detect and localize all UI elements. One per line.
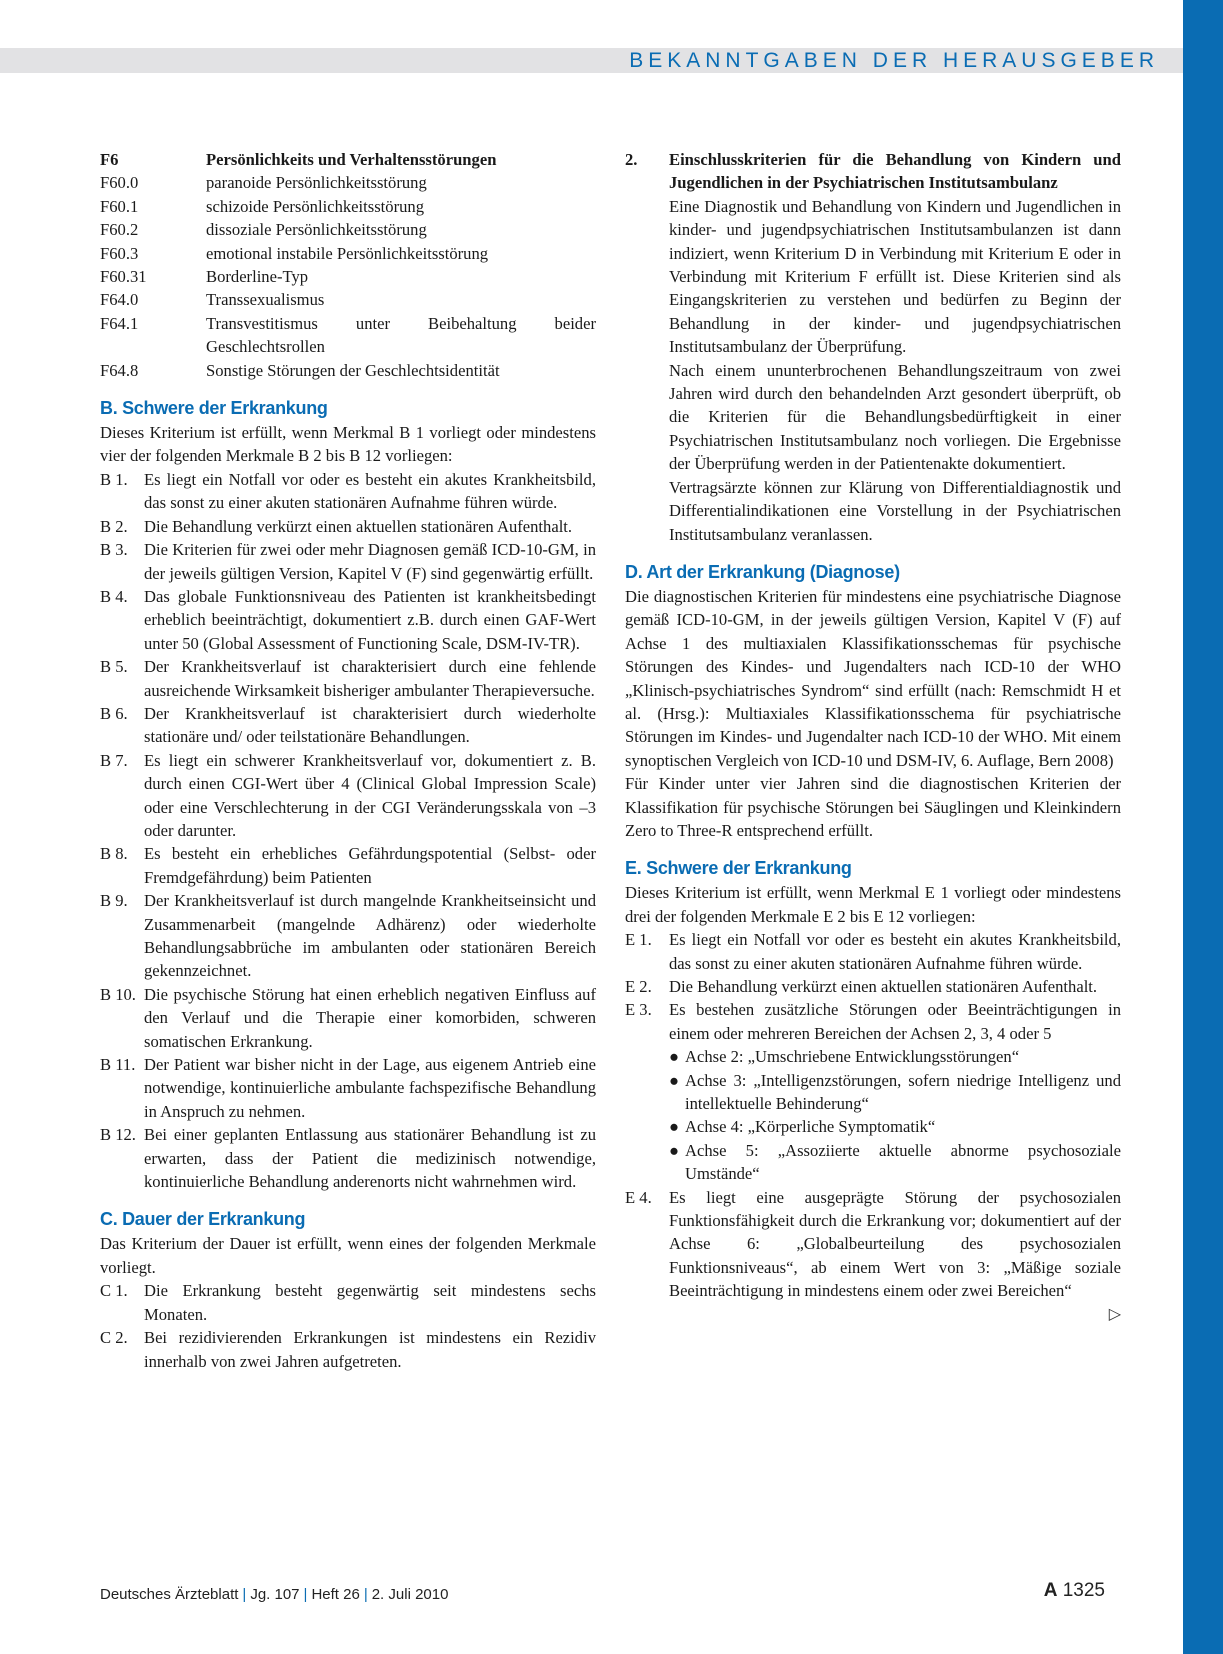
item-label: E 1.: [625, 930, 652, 950]
bullet-item: [669, 1115, 1121, 1138]
list-item: [100, 1326, 596, 1373]
icd-code-label: Transsexualismus: [206, 290, 325, 310]
icd-code-label: Persönlichkeits und Verhaltensstörungen: [206, 150, 497, 169]
section-2-number: 2.: [625, 150, 638, 169]
bullet-item: [669, 1045, 1121, 1068]
bullet-dot-icon: ●: [669, 1070, 680, 1090]
item-label: B 9.: [100, 891, 128, 911]
journal-volume: Jg. 107: [250, 1586, 300, 1603]
page-number: [1044, 1580, 1105, 1602]
bullet-text: Achse 5: „Assoziierte aktuelle abnorme psychosoziale Umstände“: [685, 1140, 1121, 1184]
section-2: [625, 148, 1121, 546]
section-c-intro: Das Kriterium der Dauer ist erfüllt, wenn eines der folgenden Merkmale vorliegt.: [100, 1234, 596, 1277]
footer-separator: |: [242, 1586, 247, 1603]
journal-issue: Heft 26: [311, 1586, 360, 1603]
section-2-title: Einschlusskriterien für die Behandlung von Kindern und Jugendlichen in der Psychiatrischen Institutsambulanz: [669, 150, 1121, 193]
bullet-dot-icon: ●: [669, 1047, 680, 1067]
list-item: [625, 975, 1121, 998]
item-text: Es besteht ein erhebliches Gefährdungspotential (Selbst- oder Fremdgefährdung) beim Patienten: [144, 844, 596, 887]
section-d-paragraph: Die diagnostischen Kriterien für mindestens eine psychiatrische Diagnose gemäß ICD-10-GM, in der jeweils gültigen Version, Kapitel V (F) auf Achse 1 des multiaxialen Klassifikationsschemas für psychische Störungen des Kindes- und Jugendalters nach ICD-10 der WHO „Klinisch-psychiatrisches Syndrom“ sind erfüllt (nach: Remschmidt H et al. (Hrsg.): Multiaxiales Klassifikationsschema für psychiatrische Störungen im Kindes- und Jugendalter nach ICD-10 der WHO. Mit einem synoptischen Vergleich von ICD-10 und DSM-IV, 6. Auflage, Bern 2008): [625, 586, 1121, 770]
list-item: [625, 1186, 1121, 1303]
icd-code-label: schizoide Persönlichkeitsstörung: [206, 196, 424, 216]
journal-name: Deutsches Ärzteblatt: [100, 1586, 239, 1603]
icd-code-label: dissoziale Persönlichkeitsstörung: [206, 220, 427, 240]
item-text: Der Krankheitsverlauf ist charakterisiert durch wiederholte stationäre und/ oder teilstationäre Behandlungen.: [144, 703, 596, 747]
journal-date: 2. Juli 2010: [371, 1586, 449, 1603]
item-text: Es bestehen zusätzliche Störungen oder Beeinträchtigungen in einem oder mehreren Bereichen der Achsen 2, 3, 4 oder 5: [669, 1000, 1121, 1043]
section-b-intro: Dieses Kriterium ist erfüllt, wenn Merkmal B 1 vorliegt oder mindestens vier der folgenden Merkmale B 2 bis B 12 vorliegen:: [100, 423, 596, 466]
section-c-list: [100, 1279, 596, 1373]
icd-code-row: [100, 242, 596, 265]
item-text: Das globale Funktionsniveau des Patienten ist krankheitsbedingt erheblich beeinträchtigt, dokumentiert z.B. durch einen GAF-Wert unter 50 (Global Assessment of Functioning Scale, DSM-IV-TR).: [144, 586, 596, 653]
list-item: [100, 468, 596, 515]
icd-code: F64.1: [100, 313, 139, 333]
bullet-text: Achse 4: „Körperliche Symptomatik“: [685, 1117, 936, 1137]
item-label: B 7.: [100, 750, 128, 770]
icd-code: F60.0: [100, 173, 139, 193]
section-c-heading: C. Dauer der Erkrankung: [100, 1209, 306, 1230]
icd-code-row: [100, 312, 596, 359]
section-2-paragraph: Nach einem ununterbrochenen Behandlungszeitraum von zwei Jahren wird durch den behandelnden Arzt gesondert überprüft, ob die Kriterien für die Behandlungsbedürftigkeit in einer Psychiatrischen Institutsambulanz noch vorliegen. Die Ergebnisse der Überprüfung werden in der Patientenakte dokumentiert.: [669, 360, 1121, 474]
item-label: B 5.: [100, 657, 128, 677]
section-header: BEKANNTGABEN DER HERAUSGEBER: [629, 49, 1159, 72]
item-text: Bei rezidivierenden Erkrankungen ist mindestens ein Rezidiv innerhalb von zwei Jahren aufgetreten.: [144, 1328, 596, 1371]
item-label: B 1.: [100, 469, 128, 489]
item-text: Der Krankheitsverlauf ist durch mangelnde Krankheitseinsicht und Zusammenarbeit (mangelnde Adhärenz) oder wiederholte Behandlungsabbrüche im ambulanten oder stationären Bereich gekennzeichnet.: [144, 891, 596, 981]
icd-code-label: Transvestitismus unter Beibehaltung beider Geschlechtsrollen: [206, 313, 596, 357]
item-label: B 2.: [100, 516, 128, 536]
icd-code-label: paranoide Persönlichkeitsstörung: [206, 173, 427, 193]
item-label: E 2.: [625, 977, 652, 996]
footer-citation: [100, 1586, 448, 1603]
icd-code-row: [100, 288, 596, 311]
item-label: B 10.: [100, 984, 136, 1004]
item-text: Der Patient war bisher nicht in der Lage, aus eigenem Antrieb eine notwendige, kontinuierliche ambulante fachspezifische Behandlung in Anspruch zu nehmen.: [144, 1055, 596, 1121]
icd-code: F64.0: [100, 290, 139, 310]
item-text: Die Erkrankung besteht gegenwärtig seit mindestens sechs Monaten.: [144, 1281, 596, 1324]
list-item: [100, 655, 596, 702]
list-item: [100, 1123, 596, 1193]
section-d-paragraph: Für Kinder unter vier Jahren sind die diagnostischen Kriterien der Klassifikation für psychische Störungen bei Säuglingen und Kleinkindern Zero to Three-R entsprechend erfüllt.: [625, 774, 1121, 840]
section-e-intro: Dieses Kriterium ist erfüllt, wenn Merkmal E 1 vorliegt oder mindestens drei der folgenden Merkmale E 2 bis E 12 vorliegen:: [625, 883, 1121, 926]
icd-code-row: [100, 359, 596, 382]
bullet-item: [669, 1139, 1121, 1186]
list-item: [100, 749, 596, 843]
item-text: Die Behandlung verkürzt einen aktuellen stationären Aufenthalt.: [144, 516, 573, 536]
item-label: E 3.: [625, 1000, 652, 1020]
item-text: Die psychische Störung hat einen erheblich negativen Einfluss auf den Verlauf und die Therapie einer komorbiden, schweren somatischen Erkrankung.: [144, 984, 596, 1051]
axis-bullet-list: [669, 1045, 1121, 1185]
icd-code-label: Sonstige Störungen der Geschlechtsidentität: [206, 360, 500, 380]
bullet-text: Achse 3: „Intelligenzstörungen, sofern niedrige Intelligenz und intellektuelle Behinderung“: [685, 1070, 1121, 1114]
icd-code: F64.8: [100, 360, 139, 380]
item-label: E 4.: [625, 1187, 652, 1207]
bullet-item: [669, 1069, 1121, 1116]
list-item: [100, 515, 596, 538]
page-number-value: 1325: [1062, 1580, 1105, 1601]
footer-separator: |: [363, 1586, 368, 1603]
bullet-text: Achse 2: „Umschriebene Entwicklungsstörungen“: [685, 1047, 1020, 1067]
icd-code-label: Borderline-Typ: [206, 267, 309, 287]
item-label: B 12.: [100, 1125, 136, 1145]
list-item: [100, 983, 596, 1053]
icd-code-label: emotional instabile Persönlichkeitsstörung: [206, 243, 489, 263]
section-b-list: [100, 468, 596, 1194]
item-text: Es liegt ein Notfall vor oder es besteht ein akutes Krankheitsbild, das sonst zu einer akuten stationären Aufnahme führen würde.: [669, 930, 1121, 973]
section-2-paragraph: Eine Diagnostik und Behandlung von Kindern und Jugendlichen in kinder- und jugendpsychiatrischen Institutsambulanzen ist dann indiziert, wenn Kriterium D in Verbindung mit Kriterium E oder in Verbindung mit Kriterium F erfüllt ist. Diese Kriterien sind als Eingangskriterien zu verstehen und bedürfen zu Beginn der Behandlung in der kinder- und jugendpsychiatrischen Institutsambulanz der Überprüfung.: [669, 196, 1121, 357]
icd-code: F60.31: [100, 267, 147, 287]
bullet-dot-icon: ●: [669, 1117, 680, 1137]
continue-arrow-icon: ▷: [1108, 1305, 1121, 1323]
page-prefix: A: [1043, 1580, 1058, 1601]
item-text: Bei einer geplanten Entlassung aus stationärer Behandlung ist zu erwarten, dass der Patient die medizinisch notwendige, kontinuierliche Behandlung anderenorts nicht wahrnehmen wird.: [144, 1125, 596, 1192]
section-b-heading: B. Schwere der Erkrankung: [100, 398, 328, 419]
item-text: Die Behandlung verkürzt einen aktuellen stationären Aufenthalt.: [669, 977, 1098, 996]
list-item: [100, 842, 596, 889]
item-label: B 4.: [100, 586, 128, 606]
list-item: [625, 998, 1121, 1185]
icd-code: F60.2: [100, 220, 139, 240]
side-color-bar: [1183, 0, 1223, 1654]
item-label: C 2.: [100, 1328, 128, 1348]
icd-code: F60.3: [100, 243, 139, 263]
list-item: [100, 1053, 596, 1123]
bullet-dot-icon: ●: [669, 1140, 680, 1160]
list-item: [100, 889, 596, 983]
item-label: C 1.: [100, 1281, 128, 1301]
list-item: [625, 928, 1121, 975]
list-item: [100, 538, 596, 585]
icd-code: F60.1: [100, 196, 139, 216]
list-item: [100, 585, 596, 655]
item-text: Es liegt ein Notfall vor oder es besteht ein akutes Krankheitsbild, das sonst zu einer akuten stationären Aufnahme führen würde.: [144, 469, 596, 513]
item-text: Es liegt ein schwerer Krankheitsverlauf vor, dokumentiert z. B. durch einen CGI-Wert über 4 (Clinical Global Impression Scale) oder eine Verschlechterung in der CGI Veränderungsskala von –3 oder darunter.: [144, 750, 596, 840]
item-label: B 8.: [100, 844, 128, 864]
item-text: Die Kriterien für zwei oder mehr Diagnosen gemäß ICD-10-GM, in der jeweils gültigen Version, Kapitel V (F) sind gegenwärtig erfüllt.: [144, 540, 596, 583]
item-text: Der Krankheitsverlauf ist charakterisiert durch eine fehlende ausreichende Wirksamkeit bisheriger ambulanter Therapieversuche.: [144, 657, 596, 700]
icd-code-row: [100, 171, 596, 194]
icd-code-row: [100, 218, 596, 241]
icd-code-row: [100, 148, 596, 171]
icd-code-row: [100, 195, 596, 218]
list-item: [100, 1279, 596, 1326]
footer-separator: |: [303, 1586, 308, 1603]
section-e-heading: E. Schwere der Erkrankung: [625, 858, 852, 879]
icd-code-row: [100, 265, 596, 288]
icd-code: F6: [100, 150, 119, 169]
section-d-heading: D. Art der Erkrankung (Diagnose): [625, 561, 900, 582]
item-text: Es liegt eine ausgeprägte Störung der psychosozialen Funktionsfähigkeit durch die Erkrankung vor; dokumentiert auf der Achse 6: „Globalbeurteilung des psychosozialen Funktionsniveaus“, ab einem Wert von 3: „Mäßige soziale Beeinträchtigung in mindestens einem oder zwei Bereichen“: [669, 1187, 1121, 1301]
section-2-paragraph: Vertragsärzte können zur Klärung von Differentialdiagnostik und Differentialindikationen eine Vorstellung in der Psychiatrischen Institutsambulanz veranlassen.: [669, 477, 1121, 544]
list-item: [100, 702, 596, 749]
right-column: [625, 148, 1121, 1326]
item-label: B 3.: [100, 540, 128, 560]
item-label: B 11.: [100, 1055, 136, 1075]
icd-code-list: [100, 148, 596, 382]
item-label: B 6.: [100, 703, 128, 723]
left-column: [100, 148, 596, 1373]
